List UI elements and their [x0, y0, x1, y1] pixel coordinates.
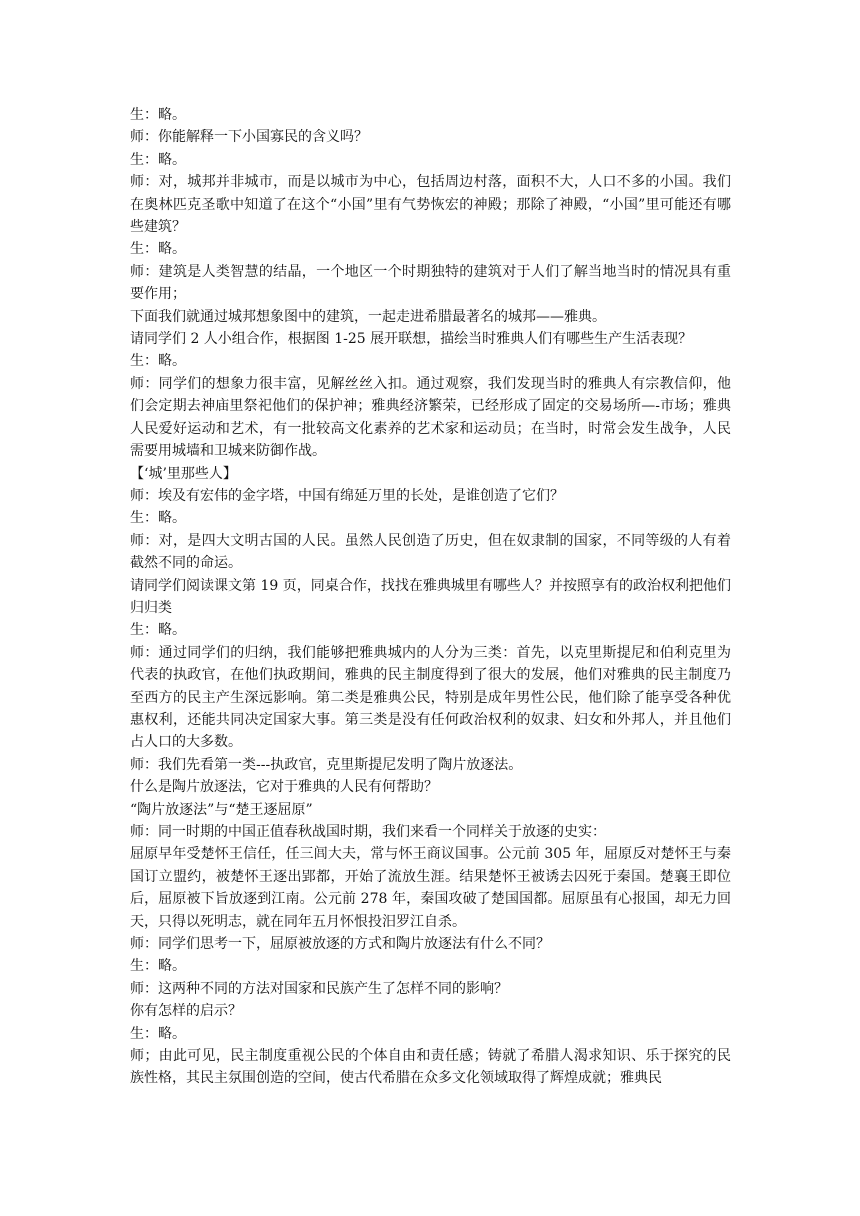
paragraph: 师：这两种不同的方法对国家和民族产生了怎样不同的影响？ [130, 980, 508, 997]
paragraph: 你有怎样的启示？ [130, 1003, 242, 1020]
paragraph: 生：略。 [130, 241, 186, 258]
paragraph: 屈原早年受楚怀王信任，任三闾大夫，常与怀王商议国事。公元前 305 年，屈原反对楚怀王与秦国订立盟约，被楚怀王逐出郢都，开始了流放生涯。结果楚怀王被诱去囚死于秦国。楚襄王即位后，屈原被下旨放逐到江南。公元前 278 年，秦国攻破了楚国国都。屈原虽有心报国，却无力回天，只得以死明志，就在同年五月怀恨投汨罗江自杀。 [130, 846, 731, 930]
paragraph: 生：略。 [130, 622, 186, 639]
paragraph: 生：略。 [130, 107, 186, 123]
paragraph: 生：略。 [130, 353, 186, 370]
paragraph: 生：略。 [130, 1025, 186, 1042]
paragraph: 师：你能解释一下小国寡民的含义吗？ [130, 129, 368, 146]
paragraph: 什么是陶片放逐法，它对于雅典的人民有何帮助？ [130, 779, 438, 796]
paragraph: 师：同学们的想象力很丰富，见解丝丝入扣。通过观察，我们发现当时的雅典人有宗教信仰，他们会定期去神庙里祭祀他们的保护神；雅典经济繁荣，已经形成了固定的交易场所—-市场；雅典人民爱好运动和艺术，有一批较高文化素养的艺术家和运动员；在当时，时常会发生战争，人民需要用城墙和卫城来防御作战。 [130, 375, 731, 460]
paragraph: 师；由此可见，民主制度重视公民的个体自由和责任感；铸就了希腊人渴求知识、乐于探究的民族性格，其民主氛围创造的空间，使古代希腊在众多文化领域取得了辉煌成就；雅典民 [130, 1048, 731, 1087]
subsection-heading: “陶片放逐法”与“楚王逐屈原” [130, 801, 313, 818]
paragraph: 师：埃及有宏伟的金字塔，中国有绵延万里的长处，是谁创造了它们？ [130, 487, 564, 504]
paragraph: 请同学们 2 人小组合作，根据图 1-25 展开联想，描绘当时雅典人们有哪些生产生活表现？ [130, 331, 693, 348]
paragraph: 师：同一时期的中国正值春秋战国时期，我们来看一个同样关于放逐的史实： [130, 824, 606, 840]
paragraph: 请同学们阅读课文第 19 页，同桌合作，找找在雅典城里有哪些人？并按照享有的政治权利把他们归归类 [130, 577, 731, 616]
paragraph: 师：通过同学们的归纳，我们能够把雅典城内的人分为三类：首先，以克里斯提尼和伯利克里为代表的执政官，在他们执政期间，雅典的民主制度得到了很大的发展，他们对雅典的民主制度乃至西方的民主产生深远影响。第二类是雅典公民，特别是成年男性公民，他们除了能享受各种优惠权利，还能共同决定国家大事。第三类是没有任何政治权利的奴隶、妇女和外邦人，并且他们占人口的大多数。 [130, 644, 731, 751]
paragraph: 师：我们先看第一类---执政官，克里斯提尼发明了陶片放逐法。 [130, 756, 523, 773]
paragraph: 生：略。 [130, 151, 186, 168]
paragraph: 生：略。 [130, 958, 186, 975]
paragraph: 下面我们就通过城邦想象图中的建筑，一起走进希腊最著名的城邦——雅典。 [130, 308, 606, 325]
section-heading: 【‘城’里那些人】 [130, 465, 237, 482]
paragraph: 师：建筑是人类智慧的结晶，一个地区一个时期独特的建筑对于人们了解当地当时的情况具有重要作用； [130, 263, 731, 303]
paragraph: 生：略。 [130, 510, 186, 527]
paragraph: 师：对，城邦并非城市，而是以城市为中心，包括周边村落，面积不大，人口不多的小国。我们在奥林匹克圣歌中知道了在这个“小国”里有气势恢宏的神殿；那除了神殿，“小国”里可能还有哪些建筑？ [130, 174, 731, 236]
paragraph: 师：对，是四大文明古国的人民。虽然人民创造了历史，但在奴隶制的国家，不同等级的人有着截然不同的命运。 [130, 532, 731, 572]
paragraph: 师：同学们思考一下，屈原被放逐的方式和陶片放逐法有什么不同？ [130, 936, 550, 953]
document-body [130, 104, 731, 1090]
